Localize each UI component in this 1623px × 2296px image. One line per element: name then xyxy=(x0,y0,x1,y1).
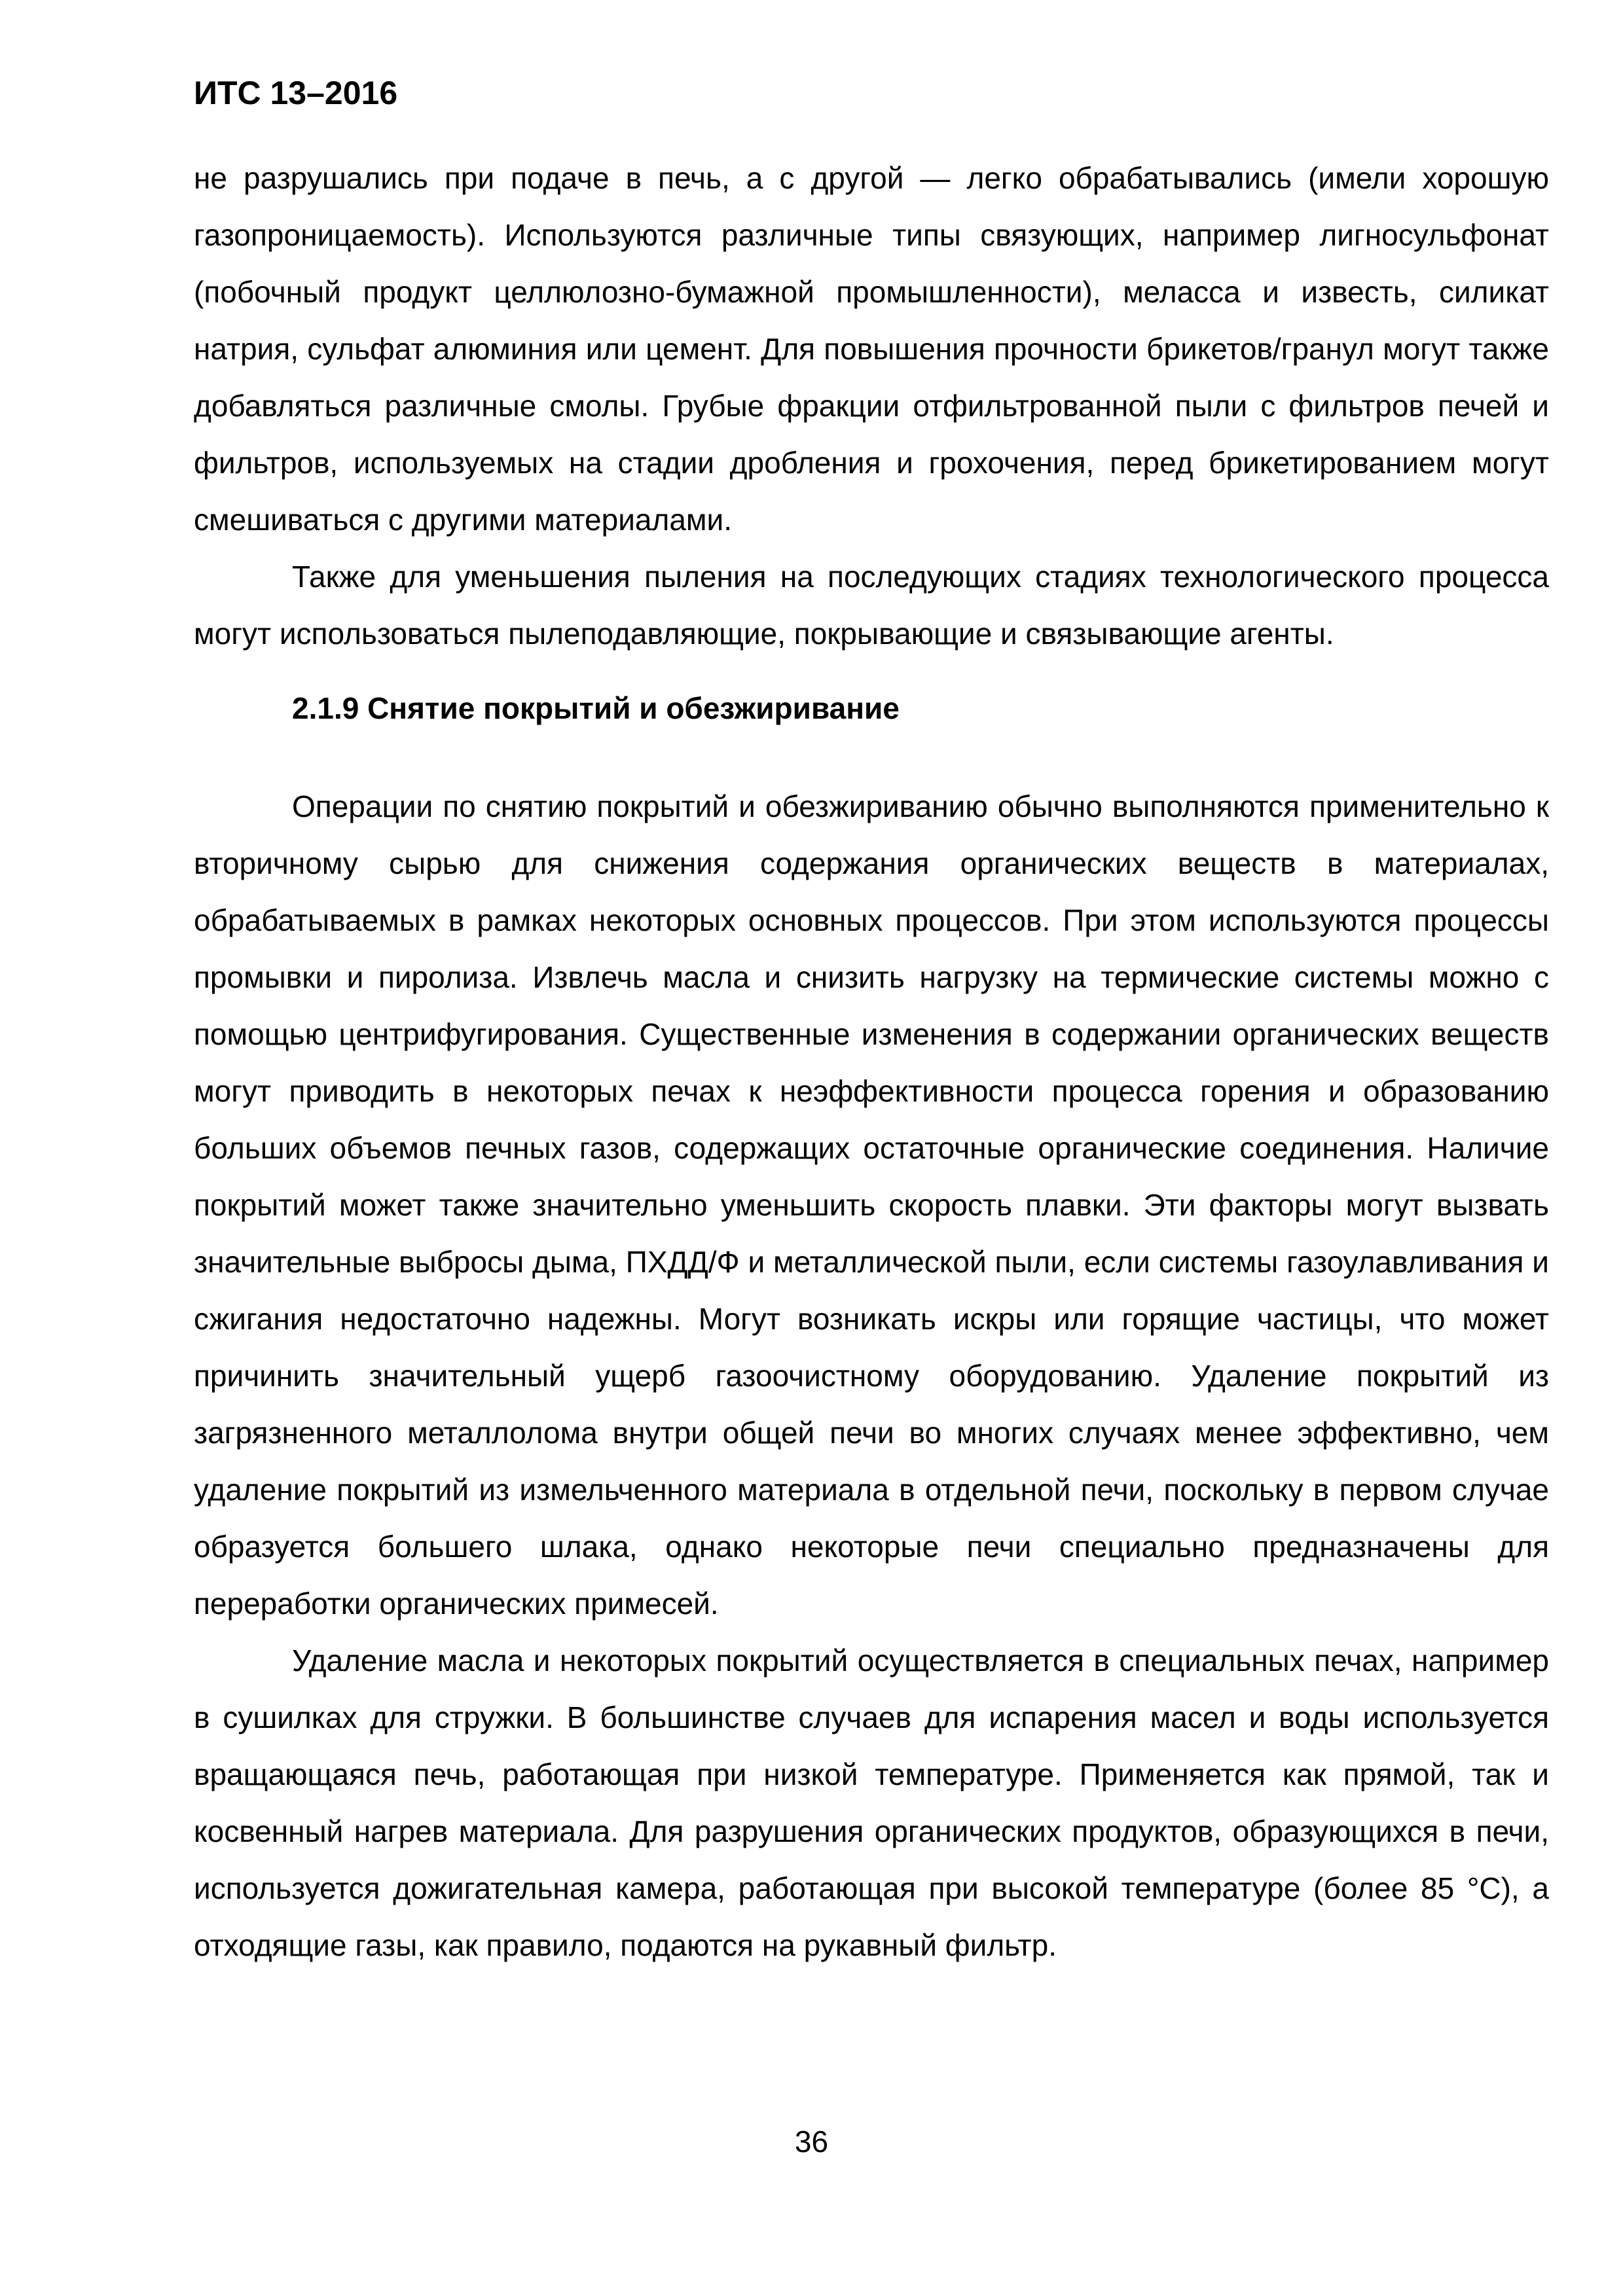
text-block-continued xyxy=(194,150,1549,662)
text-block-section xyxy=(194,778,1549,1974)
page-number: 36 xyxy=(794,2125,829,2159)
paragraph: Удаление масла и некоторых покрытий осуществляется в специальных печах, например в сушилках для стружки. В большинстве случаев для испарения масел и воды используется вращающаяся печь, работающая при низкой температуре. Применяется как прямой, так и косвенный нагрев материала. Для разрушения органических продуктов, образующихся в печи, используется дожигательная камера, работающая при высокой температуре (более 85 °С), а отходящие газы, как правило, подаются на рукавный фильтр. xyxy=(194,1643,1549,1962)
section-heading: 2.1.9 Снятие покрытий и обезжиривание xyxy=(292,691,900,725)
paragraph: Операции по снятию покрытий и обезжириванию обычно выполняются применительно к вторичному сырью для снижения содержания органических веществ в материалах, обрабатываемых в рамках некоторых основных процессов. При этом используются процессы промывки и пиролиза. Извлечь масла и снизить нагрузку на термические системы можно с помощью центрифугирования. Существенные изменения в содержании органических веществ могут приводить в некоторых печах к неэффективности процесса горения и образованию больших объемов печных газов, содержащих остаточные органические соединения. Наличие покрытий может также значительно уменьшить скорость плавки. Эти факторы могут вызвать значительные выбросы дыма, ПХДД/Ф и металлической пыли, если системы газоулавливания и сжигания недостаточно надежны. Могут возникать искры или горящие частицы, что может причинить значительный ущерб газоочистному оборудованию. Удаление покрытий из загрязненного металлолома внутри общей печи во многих случаях менее эффективно, чем удаление покрытий из измельченного материала в отдельной печи, поскольку в первом случае образуется большего шлака, однако некоторые печи специально предназначены для переработки органических примесей. xyxy=(194,789,1549,1621)
document-code-header: ИТС 13–2016 xyxy=(194,75,398,111)
paragraph: Также для уменьшения пыления на последующих стадиях технологического процесса могут использоваться пылеподавляющие, покрывающие и связывающие агенты. xyxy=(194,560,1549,651)
paragraph: не разрушались при подаче в печь, а с другой — легко обрабатывались (имели хорошую газопроницаемость). Используются различные типы связующих, например лигносульфонат (побочный продукт целлюлозно-бумажной промышленности), меласса и известь, силикат натрия, сульфат алюминия или цемент. Для повышения прочности брикетов/гранул могут также добавляться различные смолы. Грубые фракции отфильтрованной пыли с фильтров печей и фильтров, используемых на стадии дробления и грохочения, перед брикетированием могут смешиваться с другими материалами. xyxy=(194,161,1549,537)
